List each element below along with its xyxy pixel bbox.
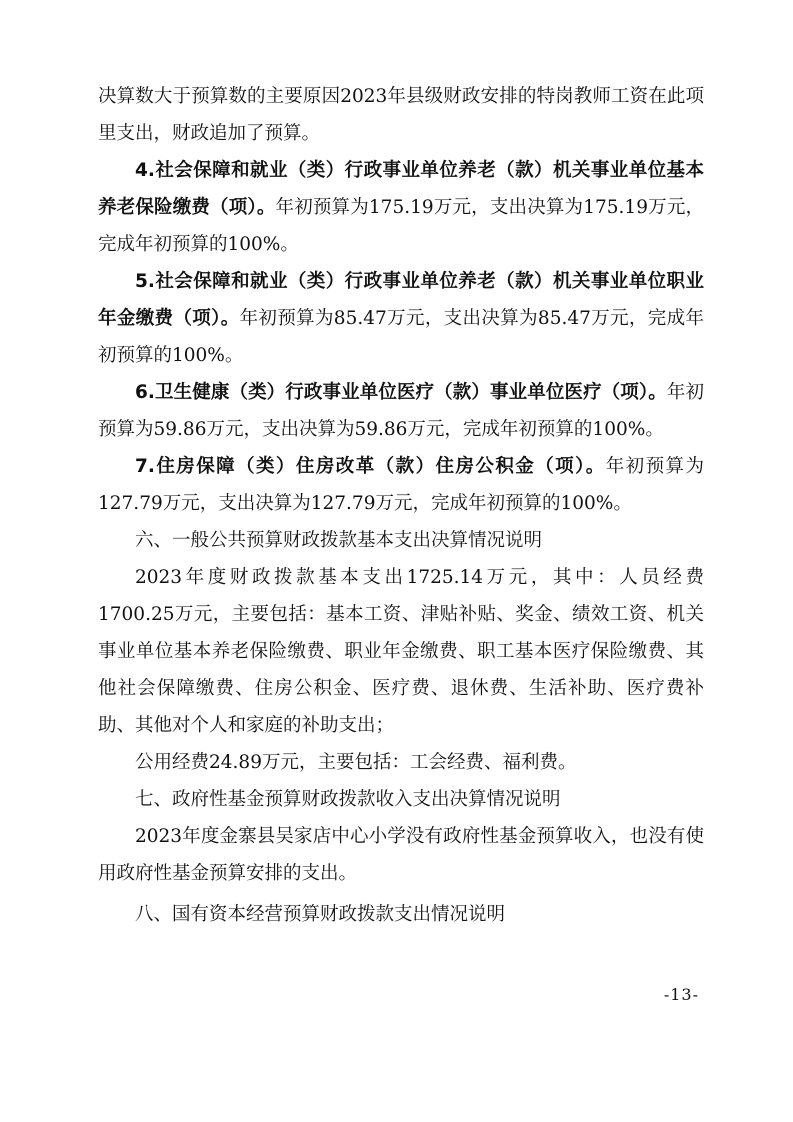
document-page [98,78,704,933]
paragraph-budget-reason: 决算数大于预算数的主要原因2023年县级财政安排的特岗教师工资在此项里支出，财政追加了预算。 [98,86,704,144]
item-7-title: 7.住房保障（类）住房改革（款）住房公积金（项）。 [135,456,606,477]
paragraph-basic-expenditure: 2023年度财政拨款基本支出1725.14万元，其中：人员经费1700.25万元，主要包括：基本工资、津贴补贴、奖金、绩效工资、机关事业单位基本养老保险缴费、职业年金缴费、职工基本医疗保险缴费、其他社会保障缴费、住房公积金、医疗费、退休费、生活补助、医疗费补助、其他对个人和家庭的补助支出； [98,567,704,736]
item-5-text: 年初预算为85.47万元，支出决算为85.47万元，完成年初预算的100%。 [98,308,704,366]
item-7-text: 年初预算为127.79万元，支出决算为127.79万元，完成年初预算的100%。 [98,456,704,514]
section-heading-6: 六、一般公共预算财政拨款基本支出决算情况说明 [135,530,543,551]
item-5-title: 5.社会保障和就业（类）行政事业单位养老（款）机关事业单位职业年金缴费（项）。 [98,271,704,329]
paragraph-public-expenses: 公用经费24.89万元，主要包括：工会经费、福利费。 [135,752,577,773]
paragraph-item-6 [98,374,704,448]
item-4-text: 年初预算为175.19万元，支出决算为175.19万元，完成年初预算的100%。 [98,197,704,255]
paragraph-item-5 [98,263,704,374]
page-number: -13- [663,985,699,1004]
paragraph-government-fund: 2023年度金寨县吴家店中心小学没有政府性基金预算收入，也没有使用政府性基金预算安排的支出。 [98,826,704,884]
item-4-title: 4.社会保障和就业（类）行政事业单位养老（款）机关事业单位基本养老保险缴费（项）。 [98,160,704,218]
item-6-title: 6.卫生健康（类）行政事业单位医疗（款）事业单位医疗（项）。 [135,382,667,403]
section-heading-7: 七、政府性基金预算财政拨款收入支出决算情况说明 [135,789,561,810]
section-heading-8: 八、国有资本经营预算财政拨款支出情况说明 [135,904,506,925]
paragraph-item-4 [98,152,704,263]
paragraph-item-7 [98,448,704,522]
item-6-text: 年初预算为59.86万元，支出决算为59.86万元，完成年初预算的100%。 [98,382,704,440]
